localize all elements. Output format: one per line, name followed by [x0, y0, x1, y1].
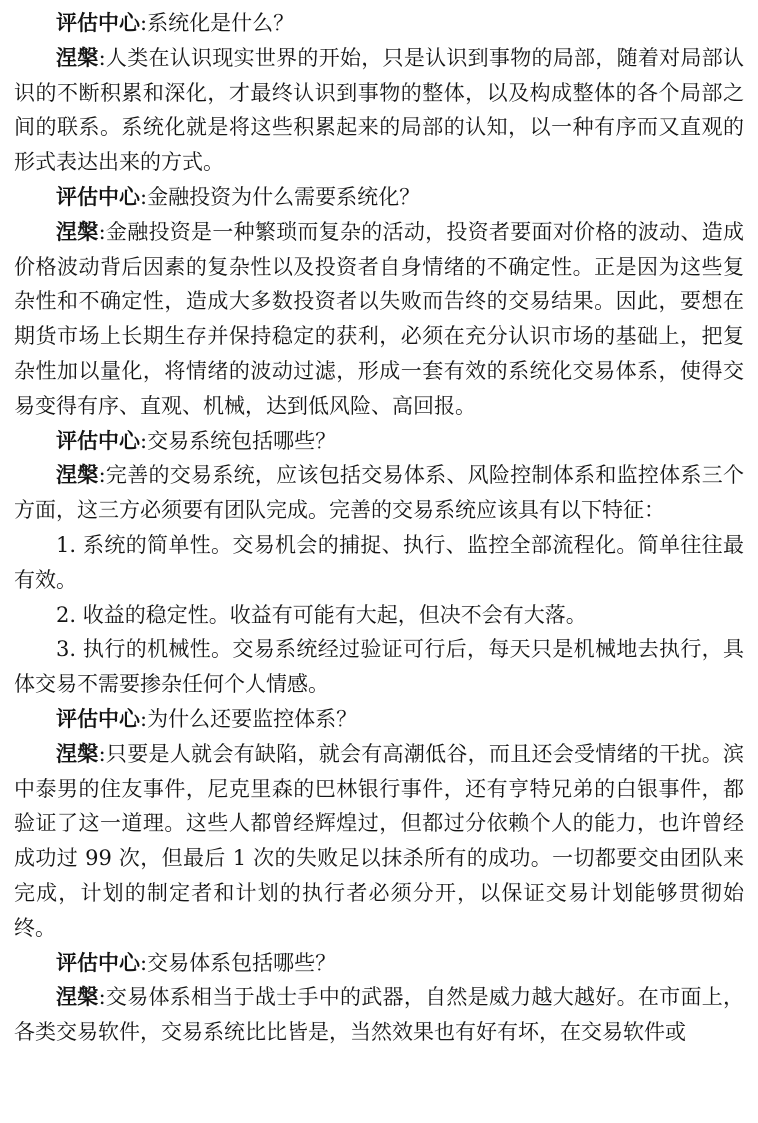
question-4 — [14, 702, 744, 737]
question-text: 金融投资为什么需要系统化？ — [147, 184, 421, 209]
answer-3 — [14, 458, 744, 528]
question-1 — [14, 6, 744, 41]
question-text: 为什么还要监控体系？ — [147, 706, 358, 731]
feature-item-2: 2. 收益的稳定性。收益有可能有大起，但决不会有大落。 — [56, 602, 587, 627]
answer-text: 交易体系相当于战士手中的武器，自然是威力越大越好。在市面上，各类交易软件，交易系统比比皆是，当然效果也有好有坏，在交易软件或 — [14, 985, 745, 1045]
colon: : — [98, 741, 106, 766]
speaker-respondent: 涅槃 — [56, 45, 99, 70]
speaker-respondent: 涅槃 — [56, 463, 99, 488]
colon: : — [98, 45, 106, 70]
feature-item-1: 1. 系统的简单性。交易机会的捕捉、执行、监控全部流程化。简单往往最有效。 — [14, 532, 744, 592]
answer-1 — [14, 41, 744, 180]
colon: : — [140, 706, 148, 731]
speaker-interviewer: 评估中心 — [56, 950, 140, 975]
answer-5 — [14, 980, 744, 1050]
answer-text: 只要是人就会有缺陷，就会有高潮低谷，而且还会受情绪的干扰。滨中泰男的住友事件，尼克里森的巴林银行事件，还有亨特兄弟的白银事件，都验证了这一道理。这些人都曾经辉煌过，但都过分依赖个人的能力，也许曾经成功过 99 次，但最后 1 次的失败足以抹杀所有的成功。一切都要交由团队来完成，计划的制定者和计划的执行者必须分开，以保证交易计划能够贯彻始终。 — [14, 741, 745, 940]
question-text: 交易体系包括哪些？ — [147, 950, 337, 975]
answer-text: 完善的交易系统，应该包括交易体系、风险控制体系和监控体系三个方面，这三方必须要有团队完成。完善的交易系统应该具有以下特征： — [14, 463, 745, 523]
colon: : — [140, 428, 148, 453]
answer-text: 金融投资是一种繁琐而复杂的活动，投资者要面对价格的波动、造成价格波动背后因素的复杂性以及投资者自身情绪的不确定性。正是因为这些复杂性和不确定性，造成大多数投资者以失败而告终的交易结果。因此，要想在期货市场上长期生存并保持稳定的获利，必须在充分认识市场的基础上，把复杂性加以量化，将情绪的波动过滤，形成一套有效的系统化交易体系，使得交易变得有序、直观、机械，达到低风险、高回报。 — [14, 219, 745, 418]
colon: : — [140, 184, 148, 209]
answer-2 — [14, 215, 744, 424]
speaker-interviewer: 评估中心 — [56, 11, 140, 35]
speaker-respondent: 涅槃 — [56, 985, 99, 1010]
speaker-interviewer: 评估中心 — [56, 428, 140, 453]
speaker-respondent: 涅槃 — [56, 219, 99, 244]
question-text: 系统化是什么？ — [147, 11, 295, 35]
question-2 — [14, 180, 744, 215]
speaker-interviewer: 评估中心 — [56, 184, 140, 209]
colon: : — [98, 219, 106, 244]
question-text: 交易系统包括哪些？ — [147, 428, 337, 453]
colon: : — [98, 985, 106, 1010]
answer-4 — [14, 737, 744, 946]
speaker-interviewer: 评估中心 — [56, 706, 140, 731]
answer-text: 人类在认识现实世界的开始，只是认识到事物的局部，随着对局部认识的不断积累和深化，才最终认识到事物的整体，以及构成整体的各个局部之间的联系。系统化就是将这些积累起来的局部的认知，以一种有序而又直观的形式表达出来的方式。 — [14, 45, 745, 175]
question-5 — [14, 946, 744, 981]
colon: : — [98, 463, 106, 488]
colon: : — [140, 950, 148, 975]
question-3 — [14, 424, 744, 459]
feature-item-3: 3. 执行的机械性。交易系统经过验证可行后，每天只是机械地去执行，具体交易不需要掺杂任何个人情感。 — [14, 637, 744, 697]
speaker-respondent: 涅槃 — [56, 741, 99, 766]
colon: : — [140, 11, 148, 35]
